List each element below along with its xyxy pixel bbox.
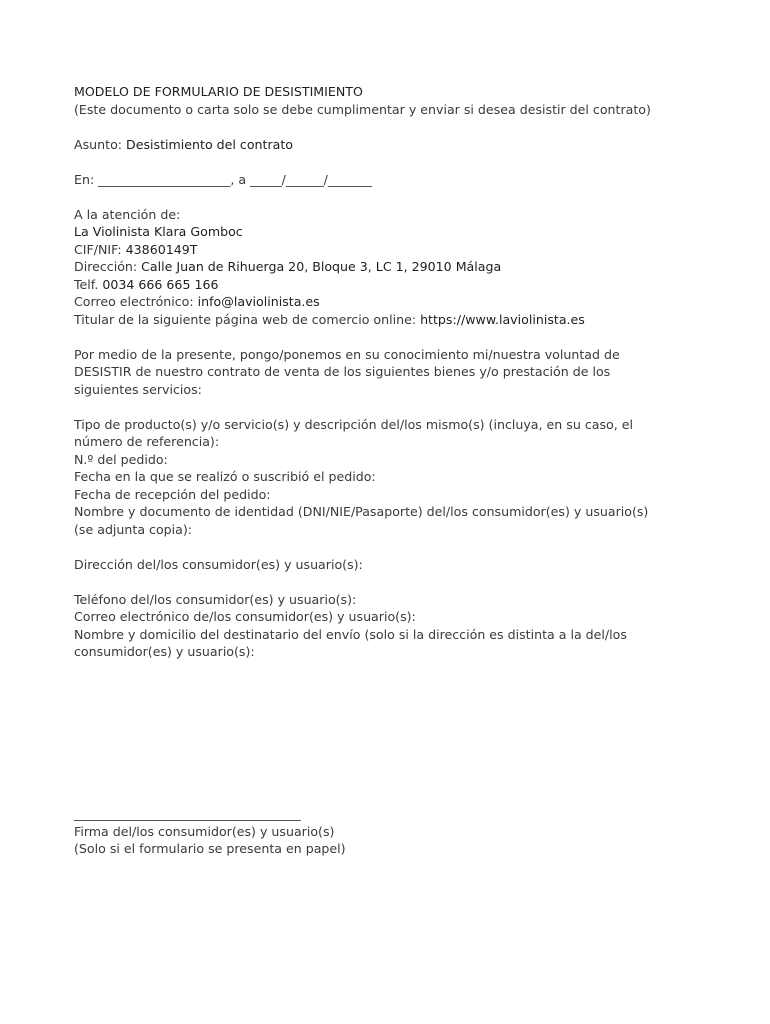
- statement-line: DESISTIR de nuestro contrato de venta de los siguientes bienes y/o prestación de los: [74, 364, 611, 379]
- recipient-name: La Violinista Klara Gomboc: [74, 224, 243, 239]
- web-value: https://www.laviolinista.es: [420, 311, 585, 327]
- document-subtitle: (Este documento o carta solo se debe cumplimentar y enviar si desea desistir del contrato): [74, 101, 651, 117]
- subject-label: Asunto:: [74, 136, 127, 152]
- recipient-email: [74, 293, 714, 311]
- recipient-address: [74, 258, 714, 276]
- signature-note: (Solo si el formulario se presenta en papel): [74, 841, 346, 856]
- form-field-line: Teléfono del/los consumidor(es) y usuario(s):: [74, 591, 357, 607]
- signature-label: Firma del/los consumidor(es) y usuario(s): [74, 823, 335, 839]
- recipient-intro: A la atención de:: [74, 206, 181, 222]
- place-date-line: En: _____________________, a _____/______/_______: [74, 171, 372, 187]
- form-field-line: número de referencia):: [74, 434, 220, 449]
- phone-value: 0034 666 665 166: [102, 276, 219, 292]
- form-field-line: Fecha en la que se realizó o suscribió el pedido:: [74, 469, 376, 484]
- form-field-line: (se adjunta copia):: [74, 521, 193, 537]
- form-field-line: Nombre y documento de identidad (DNI/NIE/Pasaporte) del/los consumidor(es) y usuario(s): [74, 504, 649, 519]
- form-field-line: [74, 573, 714, 591]
- form-field-line: [74, 661, 714, 679]
- cif-label: CIF/NIF:: [74, 241, 126, 257]
- email-value: info@laviolinista.es: [197, 294, 320, 309]
- form-field-line: N.º del pedido:: [74, 451, 168, 467]
- form-field-line: Tipo de producto(s) y/o servicio(s) y descripción del/los mismo(s) (incluya, en su caso, el: [74, 416, 633, 432]
- statement-line: siguientes servicios:: [74, 381, 202, 397]
- recipient-web: [74, 311, 714, 329]
- recipient-phone: [74, 276, 714, 294]
- document-title: MODELO DE FORMULARIO DE DESISTIMIENTO: [74, 84, 363, 99]
- cif-value: 43860149T: [125, 241, 198, 257]
- subject-value: Desistimiento del contrato: [126, 136, 294, 152]
- subject-line: [74, 136, 714, 154]
- form-field-line: Correo electrónico de/los consumidor(es) y usuario(s):: [74, 609, 416, 624]
- web-label: Titular de la siguiente página web de comercio online:: [74, 311, 421, 327]
- form-field-line: Nombre y domicilio del destinatario del envío (solo si la dirección es distinta a la del/los: [74, 626, 627, 642]
- phone-label: Telf.: [74, 276, 103, 292]
- recipient-cif: [74, 241, 714, 259]
- form-field-line: Fecha de recepción del pedido:: [74, 486, 271, 502]
- withdrawal-form-document: [74, 83, 714, 678]
- address-label: Dirección:: [74, 259, 142, 274]
- address-value: Calle Juan de Rihuerga 20, Bloque 3, LC 1, 29010 Málaga: [141, 259, 502, 274]
- form-field-line: [74, 538, 714, 556]
- form-field-line: consumidor(es) y usuario(s):: [74, 644, 255, 659]
- signature-line: ____________________________________: [74, 806, 301, 821]
- statement-line: Por medio de la presente, pongo/ponemos en su conocimiento mi/nuestra voluntad de: [74, 346, 620, 362]
- form-field-line: Dirección del/los consumidor(es) y usuario(s):: [74, 556, 363, 572]
- signature-block: [74, 805, 346, 858]
- email-label: Correo electrónico:: [74, 294, 198, 309]
